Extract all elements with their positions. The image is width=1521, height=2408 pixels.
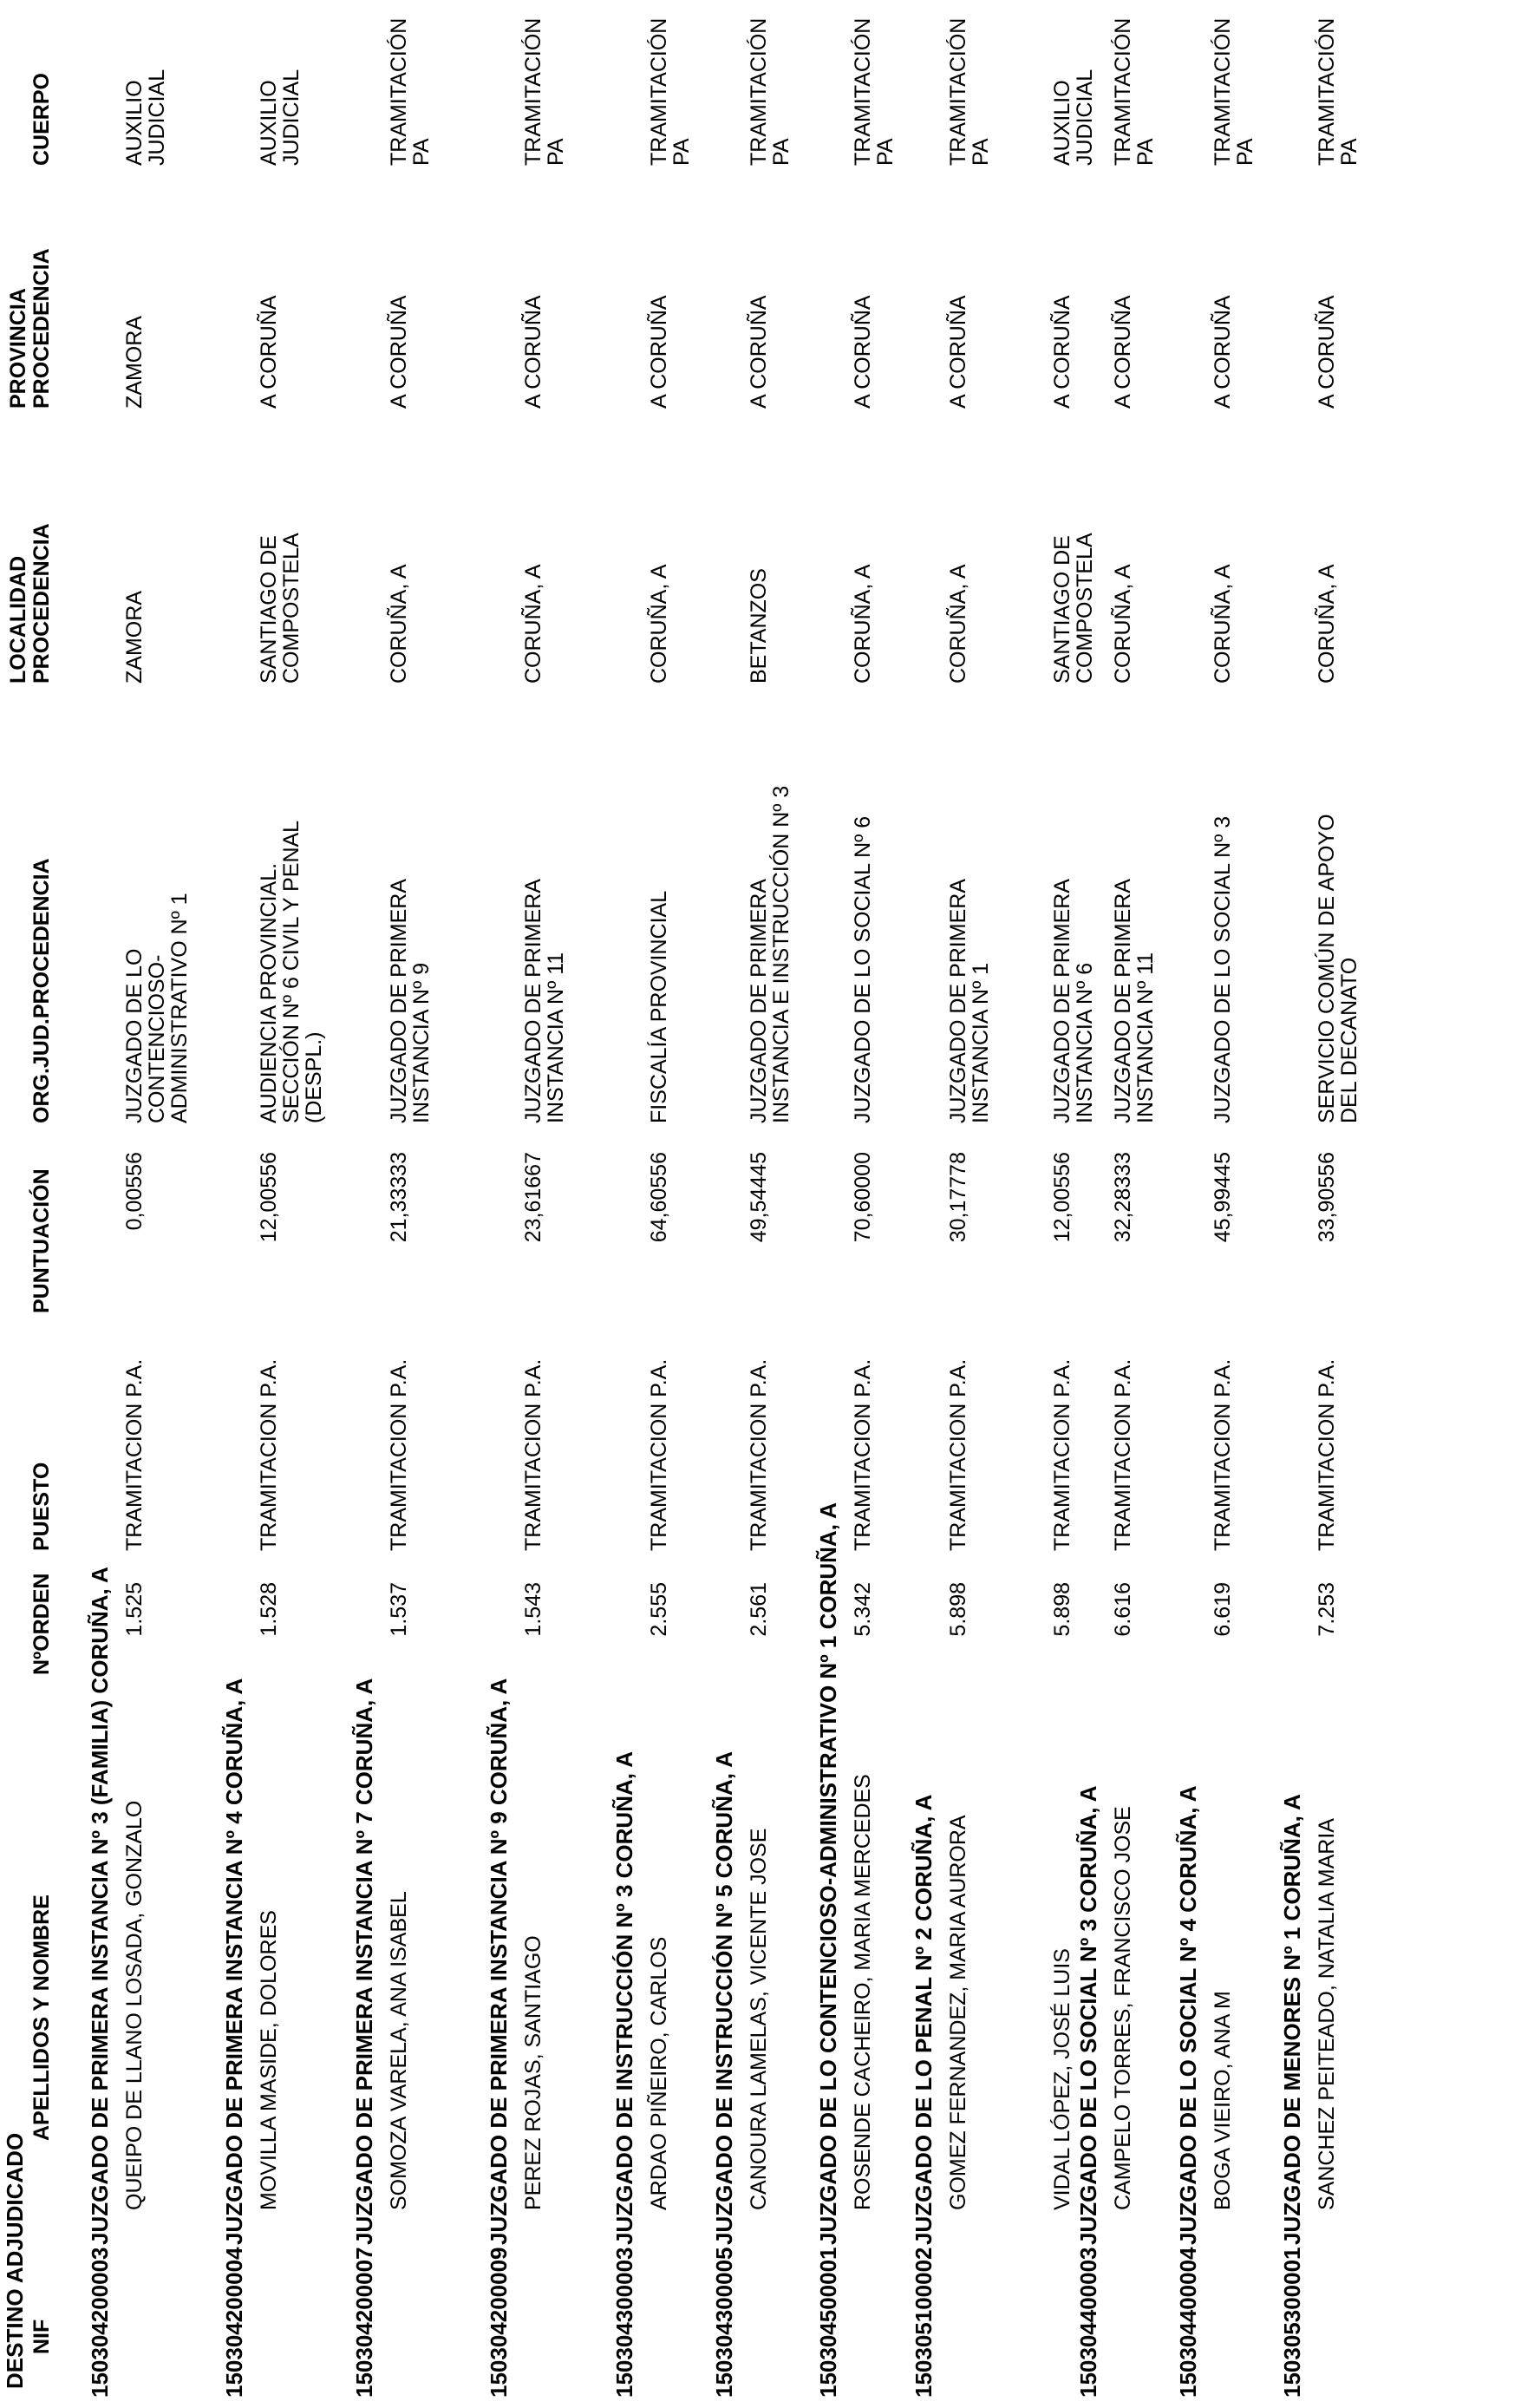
row-org-procedencia-line: ADMINISTRATIVO Nº 1 [167,893,192,1123]
row-numero-orden: 5.898 [1050,1582,1074,1637]
row-localidad-line: CORUÑA, A [1211,564,1235,684]
row-puntuacion: 49,54445 [747,1152,771,1243]
row-org-procedencia-line: INSTANCIA Nº 1 [969,962,993,1123]
row-numero-orden: 2.555 [647,1582,671,1637]
header-cuerpo: CUERPO [29,73,54,166]
row-puesto: TRAMITACION P.A. [1050,1358,1074,1551]
row-localidad [1211,564,1234,684]
row-org-procedencia-line: INSTANCIA E INSTRUCCIÓN Nº 3 [769,785,793,1123]
group-nif: 150305300001 [1279,2247,1305,2398]
row-org-procedencia [852,816,874,1123]
row-org-procedencia [1112,879,1157,1123]
row-localidad-line: BETANZOS [747,568,771,684]
row-puntuacion: 70,60000 [851,1152,875,1243]
row-cuerpo [1112,18,1157,166]
row-cuerpo-line: TRAMITACIÓN [946,17,970,166]
row-cuerpo-line: PA [969,138,993,166]
row-localidad-line: CORUÑA, A [521,564,545,684]
group-nif: 150304400004 [1175,2247,1201,2398]
row-org-procedencia [947,879,992,1123]
row-org-procedencia-line: DEL DECANATO [1337,957,1361,1123]
row-numero-orden: 6.619 [1211,1582,1235,1637]
row-org-procedencia-line: INSTANCIA Nº 11 [544,952,568,1123]
row-apellidos-nombre: BOGA VIEIRO, ANA M [1211,1991,1235,2210]
row-localidad [258,533,303,684]
row-localidad-line: CORUÑA, A [387,564,411,684]
row-cuerpo-line: AUXILIO [1050,80,1074,166]
row-puntuacion: 21,33333 [387,1152,411,1243]
row-cuerpo-line: PA [669,138,694,166]
row-puesto: TRAMITACION P.A. [122,1358,147,1551]
group-nif: 150304200009 [486,2247,512,2398]
row-org-procedencia-line: FISCALÍA PROVINCIAL [647,890,671,1123]
group-nif: 150304500001 [815,2247,841,2398]
row-numero-orden: 1.525 [122,1582,147,1637]
row-cuerpo-line: AUXILIO [122,80,147,166]
row-localidad [852,564,874,684]
row-numero-orden: 1.543 [521,1582,545,1637]
row-cuerpo-line: PA [1337,138,1361,166]
row-puntuacion: 30,17778 [946,1152,970,1243]
row-org-procedencia-line: JUZGADO DE PRIMERA [387,879,411,1123]
row-apellidos-nombre: GOMEZ FERNANDEZ, MARIA AURORA [946,1815,970,2210]
row-puesto: TRAMITACION P.A. [747,1358,771,1551]
row-org-procedencia-line: JUZGADO DE LO SOCIAL Nº 3 [1211,815,1235,1123]
row-localidad-line: COMPOSTELA [279,533,304,684]
group-organo-title: JUZGADO DE LO SOCIAL Nº 3 CORUÑA, A [1075,1785,1101,2245]
group-organo-title: JUZGADO DE LO CONTENCIOSO-ADMINISTRATIVO Nº 1 CORUÑA, A [815,1502,841,2245]
group-nif: 150304200003 [87,2247,113,2398]
row-localidad-line: ZAMORA [122,591,147,684]
group-nif: 150304200007 [351,2247,377,2398]
row-cuerpo [1315,18,1361,166]
row-puntuacion: 12,00556 [257,1152,281,1243]
row-localidad [522,564,545,684]
row-localidad [747,568,770,684]
row-cuerpo-line: JUDICIAL [145,69,169,166]
header-numero-orden: NºORDEN [29,1573,54,1675]
row-puntuacion: 23,61667 [521,1152,545,1243]
header-localidad-line-2: PROCEDENCIA [29,523,54,684]
row-provincia: ZAMORA [122,316,147,409]
header-apellidos-nombre: APELLIDOS Y NOMBRE [29,1894,54,2141]
row-cuerpo-line: TRAMITACIÓN [747,17,771,166]
row-provincia: A CORUÑA [1315,295,1339,409]
group-organo-title: JUZGADO DE LO PENAL Nº 2 CORUÑA, A [911,1794,937,2245]
row-apellidos-nombre: CAMPELO TORRES, FRANCISCO JOSE [1111,1806,1135,2210]
group-nif: 150305100002 [911,2247,937,2398]
row-apellidos-nombre: PEREZ ROJAS, SANTIAGO [521,1935,545,2210]
row-puntuacion: 45,99445 [1211,1152,1235,1243]
row-provincia: A CORUÑA [387,295,411,409]
row-localidad-line: CORUÑA, A [647,564,671,684]
group-organo-title: JUZGADO DE INSTRUCCIÓN Nº 5 CORUÑA, A [711,1750,737,2245]
group-organo-title: JUZGADO DE PRIMERA INSTANCIA Nº 3 (FAMILIA) CORUÑA, A [87,1567,113,2245]
row-org-procedencia-line: (DESPL.) [302,1031,326,1123]
row-cuerpo-line: PA [544,138,568,166]
row-cuerpo [258,69,303,166]
row-cuerpo [522,18,567,166]
header-provincia-line-1: PROVINCIA [6,288,30,409]
row-org-procedencia-line: INSTANCIA Nº 11 [1133,952,1158,1123]
row-provincia: A CORUÑA [946,295,970,409]
group-nif: 150304300005 [711,2247,737,2398]
group-organo-title: JUZGADO DE INSTRUCCIÓN Nº 3 CORUÑA, A [611,1750,637,2245]
row-cuerpo [388,18,433,166]
row-cuerpo [1211,18,1257,166]
group-organo-title: JUZGADO DE PRIMERA INSTANCIA Nº 4 CORUÑA, A [221,1678,247,2245]
row-provincia: A CORUÑA [851,295,875,409]
row-localidad [388,564,410,684]
row-org-procedencia-line: INSTANCIA Nº 9 [409,962,434,1123]
row-apellidos-nombre: VIDAL LÓPEZ, JOSÉ LUIS [1050,1948,1074,2210]
row-cuerpo-line: PA [873,138,898,166]
row-org-procedencia [1211,816,1234,1123]
row-cuerpo-line: PA [1233,138,1257,166]
row-numero-orden: 5.342 [851,1582,875,1637]
header-puesto: PUESTO [29,1462,54,1551]
row-provincia: A CORUÑA [521,295,545,409]
row-localidad-line: CORUÑA, A [1315,564,1339,684]
row-numero-orden: 6.616 [1111,1582,1135,1637]
row-apellidos-nombre: QUEIPO DE LLANO LOSADA, GONZALO [122,1800,147,2210]
row-org-procedencia-line: JUZGADO DE PRIMERA [946,879,970,1123]
row-puesto: TRAMITACION P.A. [521,1358,545,1551]
row-numero-orden: 2.561 [747,1582,771,1637]
row-localidad [947,564,969,684]
group-nif: 150304300003 [611,2247,637,2398]
row-org-procedencia [258,821,325,1123]
row-provincia: A CORUÑA [1111,295,1135,409]
group-nif: 150304400003 [1075,2247,1101,2398]
group-nif: 150304200004 [221,2247,247,2398]
row-cuerpo [648,18,693,166]
row-cuerpo-line: TRAMITACIÓN [1111,17,1135,166]
document-title: DESTINO ADJUDICADO [2,2132,28,2389]
row-provincia: A CORUÑA [1050,295,1074,409]
row-cuerpo-line: JUDICIAL [1073,69,1097,166]
row-cuerpo-line: TRAMITACIÓN [647,17,671,166]
row-apellidos-nombre: ARDAO PIÑEIRO, CARLOS [647,1936,671,2210]
row-localidad [123,591,146,684]
header-puntuacion: PUNTUACIÓN [29,1168,54,1313]
row-puesto: TRAMITACION P.A. [946,1358,970,1551]
row-org-procedencia-line: JUZGADO DE LO SOCIAL Nº 6 [851,815,875,1123]
header-localidad-procedencia [7,523,54,684]
row-org-procedencia [522,879,567,1123]
row-localidad [1112,564,1134,684]
row-apellidos-nombre: CANOURA LAMELAS, VICENTE JOSE [747,1828,771,2210]
row-org-procedencia-line: JUZGADO DE LO [122,948,147,1123]
row-provincia: A CORUÑA [647,295,671,409]
header-nif: NIF [29,2319,54,2354]
row-localidad-line: CORUÑA, A [1111,564,1135,684]
row-org-procedencia [1315,814,1361,1123]
row-localidad-line: COMPOSTELA [1073,533,1097,684]
row-cuerpo-line: TRAMITACIÓN [851,17,875,166]
row-localidad-line: CORUÑA, A [851,564,875,684]
row-cuerpo [1051,69,1096,166]
row-puntuacion: 33,90556 [1315,1152,1339,1243]
group-organo-title: JUZGADO DE PRIMERA INSTANCIA Nº 7 CORUÑA, A [351,1678,377,2245]
row-org-procedencia-line: SERVICIO COMÚN DE APOYO [1315,814,1339,1123]
row-cuerpo-line: TRAMITACIÓN [1315,17,1339,166]
row-localidad [648,564,670,684]
group-organo-title: JUZGADO DE PRIMERA INSTANCIA Nº 9 CORUÑA, A [486,1678,512,2245]
row-cuerpo-line: AUXILIO [257,80,281,166]
row-numero-orden: 1.537 [387,1582,411,1637]
row-puesto: TRAMITACION P.A. [1111,1358,1135,1551]
group-organo-title: JUZGADO DE MENORES Nº 1 CORUÑA, A [1279,1794,1305,2245]
row-cuerpo [747,18,793,166]
row-localidad-line: SANTIAGO DE [257,535,281,684]
row-apellidos-nombre: MOVILLA MASIDE, DOLORES [257,1910,281,2210]
row-org-procedencia-line: SECCIÓN Nº 6 CIVIL Y PENAL [279,820,304,1123]
row-puesto: TRAMITACION P.A. [387,1358,411,1551]
row-puesto: TRAMITACION P.A. [851,1358,875,1551]
row-provincia: A CORUÑA [747,295,771,409]
row-cuerpo-line: PA [1133,138,1158,166]
row-puesto: TRAMITACION P.A. [647,1358,671,1551]
row-cuerpo [123,69,168,166]
row-org-procedencia-line: JUZGADO DE PRIMERA [1050,879,1074,1123]
row-org-procedencia-line: JUZGADO DE PRIMERA [1111,879,1135,1123]
row-apellidos-nombre: ROSENDE CACHEIRO, MARIA MERCEDES [851,1774,875,2210]
row-org-procedencia [1051,879,1096,1123]
row-org-procedencia-line: AUDIENCIA PROVINCIAL. [257,862,281,1123]
row-puntuacion: 32,28333 [1111,1152,1135,1243]
header-provincia-line-2: PROCEDENCIA [29,248,54,409]
row-org-procedencia [747,786,793,1123]
row-cuerpo-line: TRAMITACIÓN [521,17,545,166]
header-localidad-line-1: LOCALIDAD [6,555,30,684]
row-cuerpo [852,18,897,166]
row-cuerpo-line: TRAMITACIÓN [1211,17,1235,166]
row-puntuacion: 64,60556 [647,1152,671,1243]
row-puntuacion: 12,00556 [1050,1152,1074,1243]
row-numero-orden: 7.253 [1315,1582,1339,1637]
row-puesto: TRAMITACION P.A. [1315,1358,1339,1551]
row-cuerpo-line: PA [409,138,434,166]
row-numero-orden: 1.528 [257,1582,281,1637]
row-apellidos-nombre: SANCHEZ PEITEADO, NATALIA MARIA [1315,1818,1339,2210]
row-localidad [1315,564,1338,684]
row-puntuacion: 0,00556 [122,1152,147,1231]
row-puesto: TRAMITACION P.A. [257,1358,281,1551]
row-org-procedencia-line: CONTENCIOSO- [145,954,169,1123]
row-cuerpo-line: PA [769,138,793,166]
row-numero-orden: 5.898 [946,1582,970,1637]
row-org-procedencia-line: INSTANCIA Nº 6 [1073,962,1097,1123]
row-org-procedencia [648,891,670,1123]
header-org-procedencia: ORG.JUD.PROCEDENCIA [29,858,54,1123]
row-org-procedencia [123,893,191,1123]
row-cuerpo-line: JUDICIAL [279,69,304,166]
row-cuerpo-line: TRAMITACIÓN [387,17,411,166]
row-cuerpo [947,18,992,166]
row-org-procedencia-line: JUZGADO DE PRIMERA [521,879,545,1123]
row-org-procedencia [388,879,433,1123]
row-apellidos-nombre: SOMOZA VARELA, ANA ISABEL [387,1891,411,2210]
row-provincia: A CORUÑA [257,295,281,409]
row-provincia: A CORUÑA [1211,295,1235,409]
header-provincia-procedencia [7,248,54,409]
group-organo-title: JUZGADO DE LO SOCIAL Nº 4 CORUÑA, A [1175,1785,1201,2245]
row-localidad-line: CORUÑA, A [946,564,970,684]
row-localidad [1051,533,1096,684]
row-org-procedencia-line: JUZGADO DE PRIMERA [747,879,771,1123]
row-puesto: TRAMITACION P.A. [1211,1358,1235,1551]
row-localidad-line: SANTIAGO DE [1050,535,1074,684]
